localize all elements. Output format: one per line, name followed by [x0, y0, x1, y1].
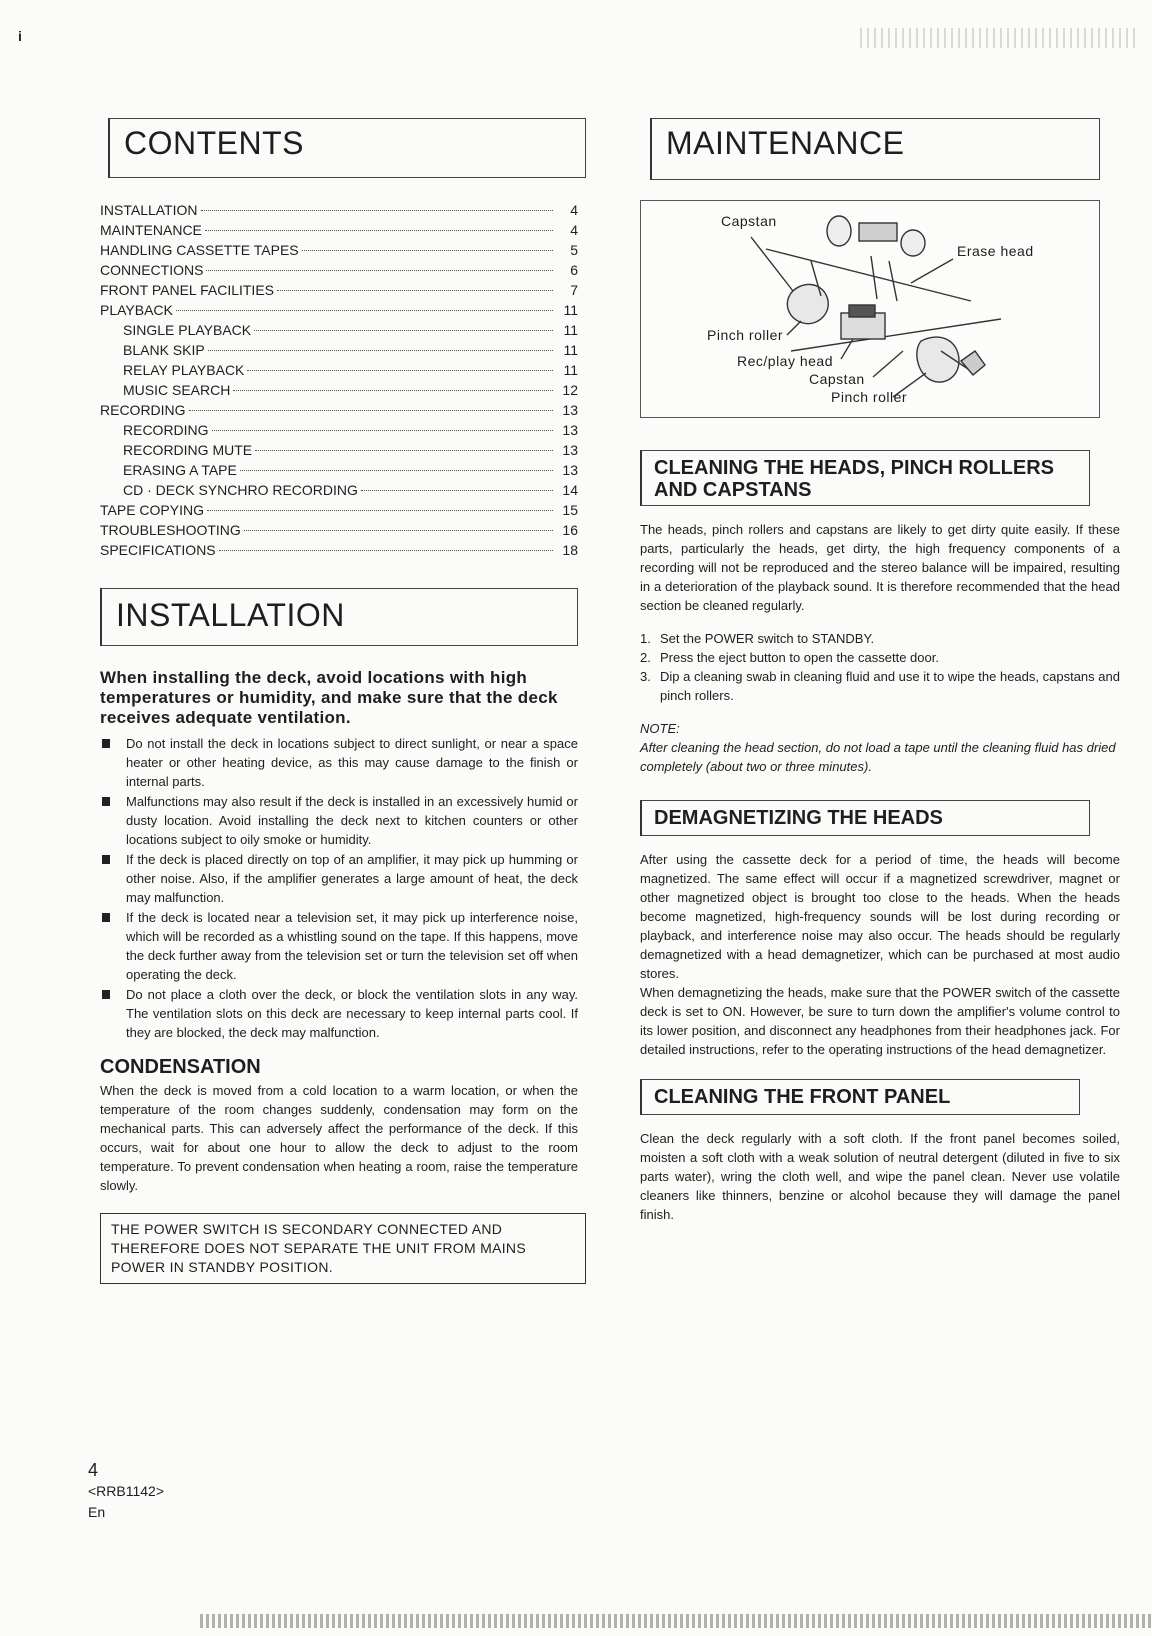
page-footer	[88, 1460, 164, 1523]
toc-entry-label: CONNECTIONS	[100, 262, 204, 278]
toc-leader-dots	[302, 250, 553, 251]
cleaning-step	[640, 648, 1120, 667]
toc-leader-dots	[277, 290, 553, 291]
capstan-bottom-leader	[873, 351, 903, 377]
demagnetizing-title: DEMAGNETIZING THE HEADS	[654, 807, 943, 829]
note-label: NOTE:	[640, 721, 680, 736]
toc-entry	[100, 480, 578, 500]
erase-head-block	[859, 223, 897, 241]
language-code: En	[88, 1504, 106, 1520]
head-diagram	[640, 200, 1100, 418]
front-panel-text: Clean the deck regularly with a soft cloth. If the front panel becomes soiled, moisten a soft cloth with a weak solution of neutral detergent (diluted in five to six parts water), wring the cloth well, and wipe the panel clean. Never use volatile cleaners like thinners, benzine or alcohol because they will damage the panel finish.	[640, 1131, 1120, 1222]
toc-leader-dots	[247, 370, 553, 371]
toc-entry-page: 11	[563, 322, 578, 338]
toc-entry	[100, 500, 578, 520]
capstan-top-roller	[827, 216, 851, 246]
step-text: Set the POWER switch to STANDBY.	[660, 631, 875, 646]
toc-entry-label: SPECIFICATIONS	[100, 542, 216, 558]
power-switch-notice: THE POWER SWITCH IS SECONDARY CONNECTED AND THEREFORE DOES NOT SEPARATE THE UNIT FROM MAINS POWER IN STANDBY POSITION.	[100, 1213, 586, 1284]
toc-entry-page: 5	[570, 242, 578, 258]
step-number: 2.	[640, 650, 651, 665]
toc-leader-dots	[208, 350, 553, 351]
scan-noise-bottom	[200, 1614, 1152, 1628]
bullet-square-icon	[102, 739, 110, 748]
label-erase-head: Erase head	[957, 243, 1034, 259]
contents-title: CONTENTS	[124, 125, 304, 161]
toc-leader-dots	[189, 410, 553, 411]
left-column	[100, 118, 578, 1284]
toc-entry-label: RELAY PLAYBACK	[123, 362, 245, 378]
toc-entry-page: 15	[562, 502, 578, 518]
cleaning-heading-box	[640, 450, 1090, 506]
toc-entry-label: MAINTENANCE	[100, 222, 202, 238]
step-number: 1.	[640, 631, 651, 646]
cleaning-step	[640, 667, 1120, 705]
right-column	[640, 118, 1120, 1224]
toc-leader-dots	[219, 550, 553, 551]
demagnetizing-heading-box	[640, 800, 1090, 836]
toc-leader-dots	[240, 470, 553, 471]
bullet-square-icon	[102, 990, 110, 999]
toc-leader-dots	[205, 230, 553, 231]
capstan-leader	[751, 237, 793, 291]
toc-entry-page: 4	[570, 202, 578, 218]
bullet-square-icon	[102, 855, 110, 864]
toc-entry	[100, 440, 578, 460]
installation-bullet-text: If the deck is located near a television set, it may pick up interference noise, which will be recorded as a whistling sound on the tape. If this happens, move the deck further away from the television set or turn the television set off when operating the deck.	[126, 910, 578, 982]
label-pinch-roller-left: Pinch roller	[707, 327, 784, 343]
condensation-title: CONDENSATION	[100, 1056, 261, 1078]
scan-mark: i	[18, 28, 22, 44]
toc-entry-page: 7	[570, 282, 578, 298]
document-code: <RRB1142>	[88, 1483, 165, 1499]
toc-leader-dots	[206, 270, 553, 271]
toc-entry-page: 13	[562, 422, 578, 438]
toc-entry	[100, 520, 578, 540]
toc-entry-page: 6	[570, 262, 578, 278]
toc-entry-label: RECORDING	[100, 402, 186, 418]
bullet-square-icon	[102, 797, 110, 806]
toc-entry-label: TAPE COPYING	[100, 502, 204, 518]
cleaning-steps	[640, 629, 1120, 705]
demagnetizing-text-1: After using the cassette deck for a period of time, the heads will become magnetized. The same effect will occur if a magnetized screwdriver, magnet or other magnetized object is brought too close to the heads. When the heads become magnetized, high-frequency sounds will be lost during recording or playback, and interference noise may also occur. The heads should be regularly demagnetized with a head demagnetizer, which can be purchased at most audio stores.	[640, 852, 1120, 981]
toc-entry	[100, 340, 578, 360]
toc-leader-dots	[254, 330, 553, 331]
toc-leader-dots	[244, 530, 553, 531]
toc-leader-dots	[212, 430, 553, 431]
toc-entry-label: CD · DECK SYNCHRO RECORDING	[123, 482, 358, 498]
toc-entry	[100, 220, 578, 240]
toc-entry-label: HANDLING CASSETTE TAPES	[100, 242, 299, 258]
label-rec-play-head: Rec/play head	[737, 353, 834, 369]
toc-entry-page: 13	[562, 442, 578, 458]
step-text: Press the eject button to open the cassette door.	[660, 650, 939, 665]
installation-bullet-text: Do not install the deck in locations subject to direct sunlight, or near a space heater or other heating device, as this may cause damage to the finish or internal parts.	[126, 736, 578, 789]
toc-entry-page: 11	[563, 302, 578, 318]
toc-entry-label: PLAYBACK	[100, 302, 173, 318]
toc-entry-label: RECORDING MUTE	[123, 442, 253, 458]
toc-entry-page: 4	[570, 222, 578, 238]
installation-bullet	[100, 734, 578, 791]
step-text: Dip a cleaning swab in cleaning fluid and use it to wipe the heads, capstans and pinch rollers.	[660, 669, 1120, 703]
toc-leader-dots	[207, 510, 553, 511]
note-text: After cleaning the head section, do not load a tape until the cleaning fluid has dried completely (about two or three minutes).	[640, 740, 1116, 774]
installation-bullet-text: Malfunctions may also result if the deck is installed in an excessively humid or dusty location. Avoid installing the deck next to kitchen counters or other locations subject to oily smoke or humidity.	[126, 794, 578, 847]
head-diagram-drawing	[641, 201, 1099, 417]
toc-entry	[100, 300, 578, 320]
toc-entry-label: ERASING A TAPE	[123, 462, 237, 478]
toc-entry-label: TROUBLESHOOTING	[100, 522, 241, 538]
pinch-roller-top	[901, 230, 925, 256]
installation-bullet-text: If the deck is placed directly on top of an amplifier, it may pick up humming or other noise. Also, if the amplifier generates a large amount of heat, the deck may malfunction.	[126, 852, 578, 905]
toc-entry-page: 18	[562, 542, 578, 558]
cleaning-title: CLEANING THE HEADS, PINCH ROLLERS AND CAPSTANS	[654, 457, 1055, 501]
toc-leader-dots	[176, 310, 553, 311]
toc-leader-dots	[361, 490, 553, 491]
maintenance-heading-box	[650, 118, 1100, 180]
erase-head-leader	[911, 259, 953, 283]
toc-entry-page: 12	[562, 382, 578, 398]
installation-bullet	[100, 850, 578, 907]
toc-entry	[100, 400, 578, 420]
toc-entry-page: 11	[563, 342, 578, 358]
pinch-roller-left-shape	[787, 284, 828, 323]
toc-entry-label: INSTALLATION	[100, 202, 198, 218]
label-pinch-roller-bottom: Pinch roller	[831, 389, 908, 405]
toc-entry-page: 13	[562, 462, 578, 478]
toc-entry	[100, 460, 578, 480]
toc-entry	[100, 200, 578, 220]
contents-heading-box	[108, 118, 586, 178]
installation-bullet	[100, 792, 578, 849]
toc-entry	[100, 540, 578, 560]
toc-entry-label: BLANK SKIP	[123, 342, 205, 358]
step-number: 3.	[640, 669, 651, 684]
maintenance-title: MAINTENANCE	[666, 125, 905, 161]
head-gap	[849, 305, 875, 317]
toc-entry	[100, 240, 578, 260]
toc-entry	[100, 360, 578, 380]
swab-tip	[961, 351, 985, 375]
scan-noise-top	[860, 28, 1140, 48]
toc-entry-page: 11	[563, 362, 578, 378]
installation-title: INSTALLATION	[116, 597, 345, 633]
installation-bullet	[100, 985, 578, 1042]
toc-entry-page: 16	[562, 522, 578, 538]
bullet-square-icon	[102, 913, 110, 922]
toc-entry-label: MUSIC SEARCH	[123, 382, 231, 398]
installation-heading-box	[100, 588, 578, 646]
toc-entry	[100, 380, 578, 400]
toc-entry-label: FRONT PANEL FACILITIES	[100, 282, 275, 298]
condensation-text: When the deck is moved from a cold location to a warm location, or when the temperature of the room changes suddenly, condensation may form on the mechanical parts. This can adversely affect the performance of the deck. If this occurs, wait for about one hour to allow the deck to adjust to the room temperature. To prevent condensation when heating a room, raise the temperature slowly.	[100, 1083, 578, 1193]
deck-lower-line	[791, 319, 1001, 351]
page-number: 4	[88, 1460, 99, 1480]
toc-leader-dots	[255, 450, 553, 451]
toc-entry	[100, 280, 578, 300]
front-panel-heading-box	[640, 1079, 1080, 1115]
table-of-contents	[100, 200, 578, 560]
toc-leader-dots	[233, 390, 553, 391]
toc-entry	[100, 320, 578, 340]
cleaning-step	[640, 629, 1120, 648]
cleaning-text: The heads, pinch rollers and capstans are likely to get dirty quite easily. If these parts, particularly the heads, get dirty, the high frequency components of a recording will not be reproduced and the stereo balance will be impaired, resulting in a deterioration of the playback sound. It is therefore recommended that the head section be cleaned regularly.	[640, 522, 1120, 613]
installation-bullet-text: Do not place a cloth over the deck, or block the ventilation slots in any way. The ventilation slots on this deck are necessary to keep internal parts cool. If they are blocked, the deck may malfunction.	[126, 987, 578, 1040]
toc-leader-dots	[201, 210, 553, 211]
toc-entry	[100, 420, 578, 440]
demagnetizing-text-2: When demagnetizing the heads, make sure that the POWER switch of the cassette deck is set to ON. However, be sure to turn down the amplifier's volume control to its lower position, and disconnect any headphones from their headphones jack. For detailed instructions, refer to the operating instructions of the head demagnetizer.	[640, 985, 1120, 1057]
toc-entry-page: 14	[562, 482, 578, 498]
toc-entry	[100, 260, 578, 280]
pinch-roller-leader	[787, 321, 801, 335]
front-panel-title: CLEANING THE FRONT PANEL	[654, 1086, 951, 1108]
label-capstan-top: Capstan	[721, 213, 777, 229]
installation-bullet	[100, 908, 578, 984]
installation-lead: When installing the deck, avoid locations with high temperatures or humidity, and make sure that the deck receives adequate ventilation.	[100, 668, 558, 727]
toc-entry-page: 13	[562, 402, 578, 418]
toc-entry-label: RECORDING	[123, 422, 209, 438]
installation-bullets	[100, 734, 578, 1042]
label-capstan-bottom: Capstan	[809, 371, 865, 387]
toc-entry-label: SINGLE PLAYBACK	[123, 322, 252, 338]
